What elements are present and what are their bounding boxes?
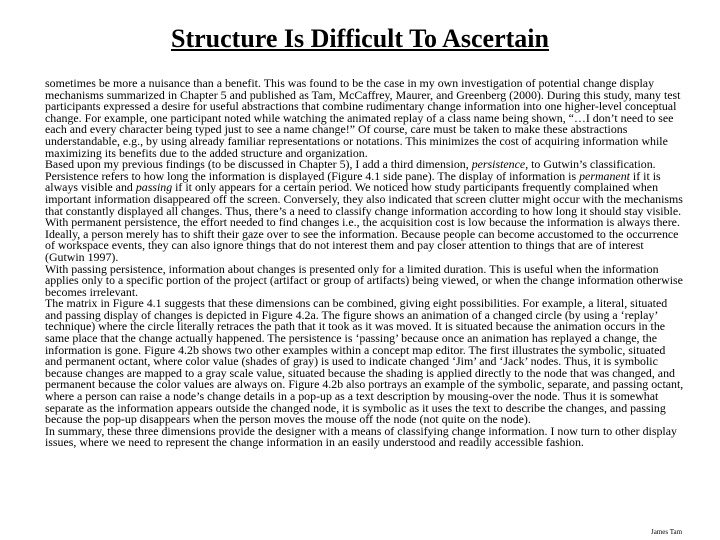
author-footer: James Tam bbox=[651, 528, 683, 536]
body-paragraph bbox=[45, 159, 685, 217]
paragraph-text: In summary, these three dimensions provide the designer with a means of classifying change information. I now turn to other display issues, where we need to represent the change information in an easily understood and readily accessible fashion. bbox=[45, 423, 677, 450]
emphasized-term: passing bbox=[135, 180, 173, 195]
body-paragraph bbox=[45, 298, 685, 426]
emphasized-term: persistence bbox=[471, 157, 526, 172]
slide-body-text bbox=[45, 78, 685, 449]
body-paragraph bbox=[45, 423, 685, 450]
paragraph-text: With permanent persistence, the effort needed to find changes i.e., the acquisition cost is low because the information is always there. Ideally, a person merely has to shift their gaze over to see the information. Because people can become accustomed to the occurrence of workspace events, they can also ignore things that do not interest them and pay closer attention to things that are of interest (Gutwin 1997). bbox=[45, 215, 680, 264]
body-paragraph bbox=[45, 78, 685, 159]
paragraph-text: if it is always visible and bbox=[45, 168, 661, 195]
paragraph-text: sometimes be more a nuisance than a benefit. This was found to be the case in my own investigation of potential change display mechanisms summarized in Chapter 5 and published as Tam, McCaffrey, Maurer, and Greenberg (2000). During this study, many test participants expressed a desire for useful abstractions that combine rudimentary change information into one higher-level conceptual change. For example, one participant noted while watching the animated replay of a class name being shown, “…I don’t need to see each and every character being typed just to see a name change!” Of course, care must be taken to make these abstractions understandable, e.g., by using already familiar representations or notations. This minimizes the cost of acquiring information while maximizing its benefits due to the added structure and organization. bbox=[45, 76, 681, 160]
paragraph-text: if it only appears for a certain period. We noticed how study participants frequently complained when important information disappeared off the screen. Conversely, they also indicated that screen clutter might occur with the mechanisms that constantly displayed all changes. Thus, there’s a need to classify change information according to how long it should stay visible. bbox=[45, 180, 683, 218]
paragraph-text: The matrix in Figure 4.1 suggests that these dimensions can be combined, giving eight possibilities. For example, a literal, situated and passing display of changes is depicted in Figure 4.2a. The figure shows an animation of a changed circle (by using a ‘replay’ technique) where the circle literally retraces the path that it took as it was moved. It is situated because the animation occurs in the same place that the change actually happened. The persistence is ‘passing’ because once an animation has replayed a change, the information is gone. Figure 4.2b shows two other examples within a concept map editor. The first illustrates the symbolic, situated and permanent octant, where color value (shades of gray) is used to indicate changed ‘Jim’ and ‘Jack’ nodes. Thus, it is symbolic because changes are mapped to a gray scale value, situated because the shading is applied directly to the node that was changed, and permanent because the color values are always on. Figure 4.2b also portrays an example of the symbolic, separate, and passing octant, where a person can raise a node’s change details in a pop-up as a text description by mousing-over the node. Thus it is somewhat separate as the information appears outside the changed node, it is symbolic as it uses the text to describe the changes, and passing because the pop-up disappears when the person moves the mouse off the node (not quite on the node). bbox=[45, 296, 684, 427]
paragraph-text: With passing persistence, information about changes is presented only for a limited duration. This is useful when the information applies only to a specific portion of the project (artifact or group of artifacts) being viewed, or when the change information otherwise becomes irrelevant. bbox=[45, 261, 683, 299]
paragraph-text: , to Gutwin’s classification. Persistence refers to how long the information is displayed (Figure 4.1 side pane). The display of information is bbox=[45, 157, 656, 183]
body-paragraph bbox=[45, 217, 685, 263]
paragraph-text: Based upon my previous findings (to be discussed in Chapter 5), I add a third dimension, bbox=[45, 157, 472, 172]
emphasized-term: permanent bbox=[579, 168, 630, 183]
slide-title: Structure Is Difficult To Ascertain bbox=[171, 24, 549, 53]
body-paragraph bbox=[45, 261, 685, 299]
